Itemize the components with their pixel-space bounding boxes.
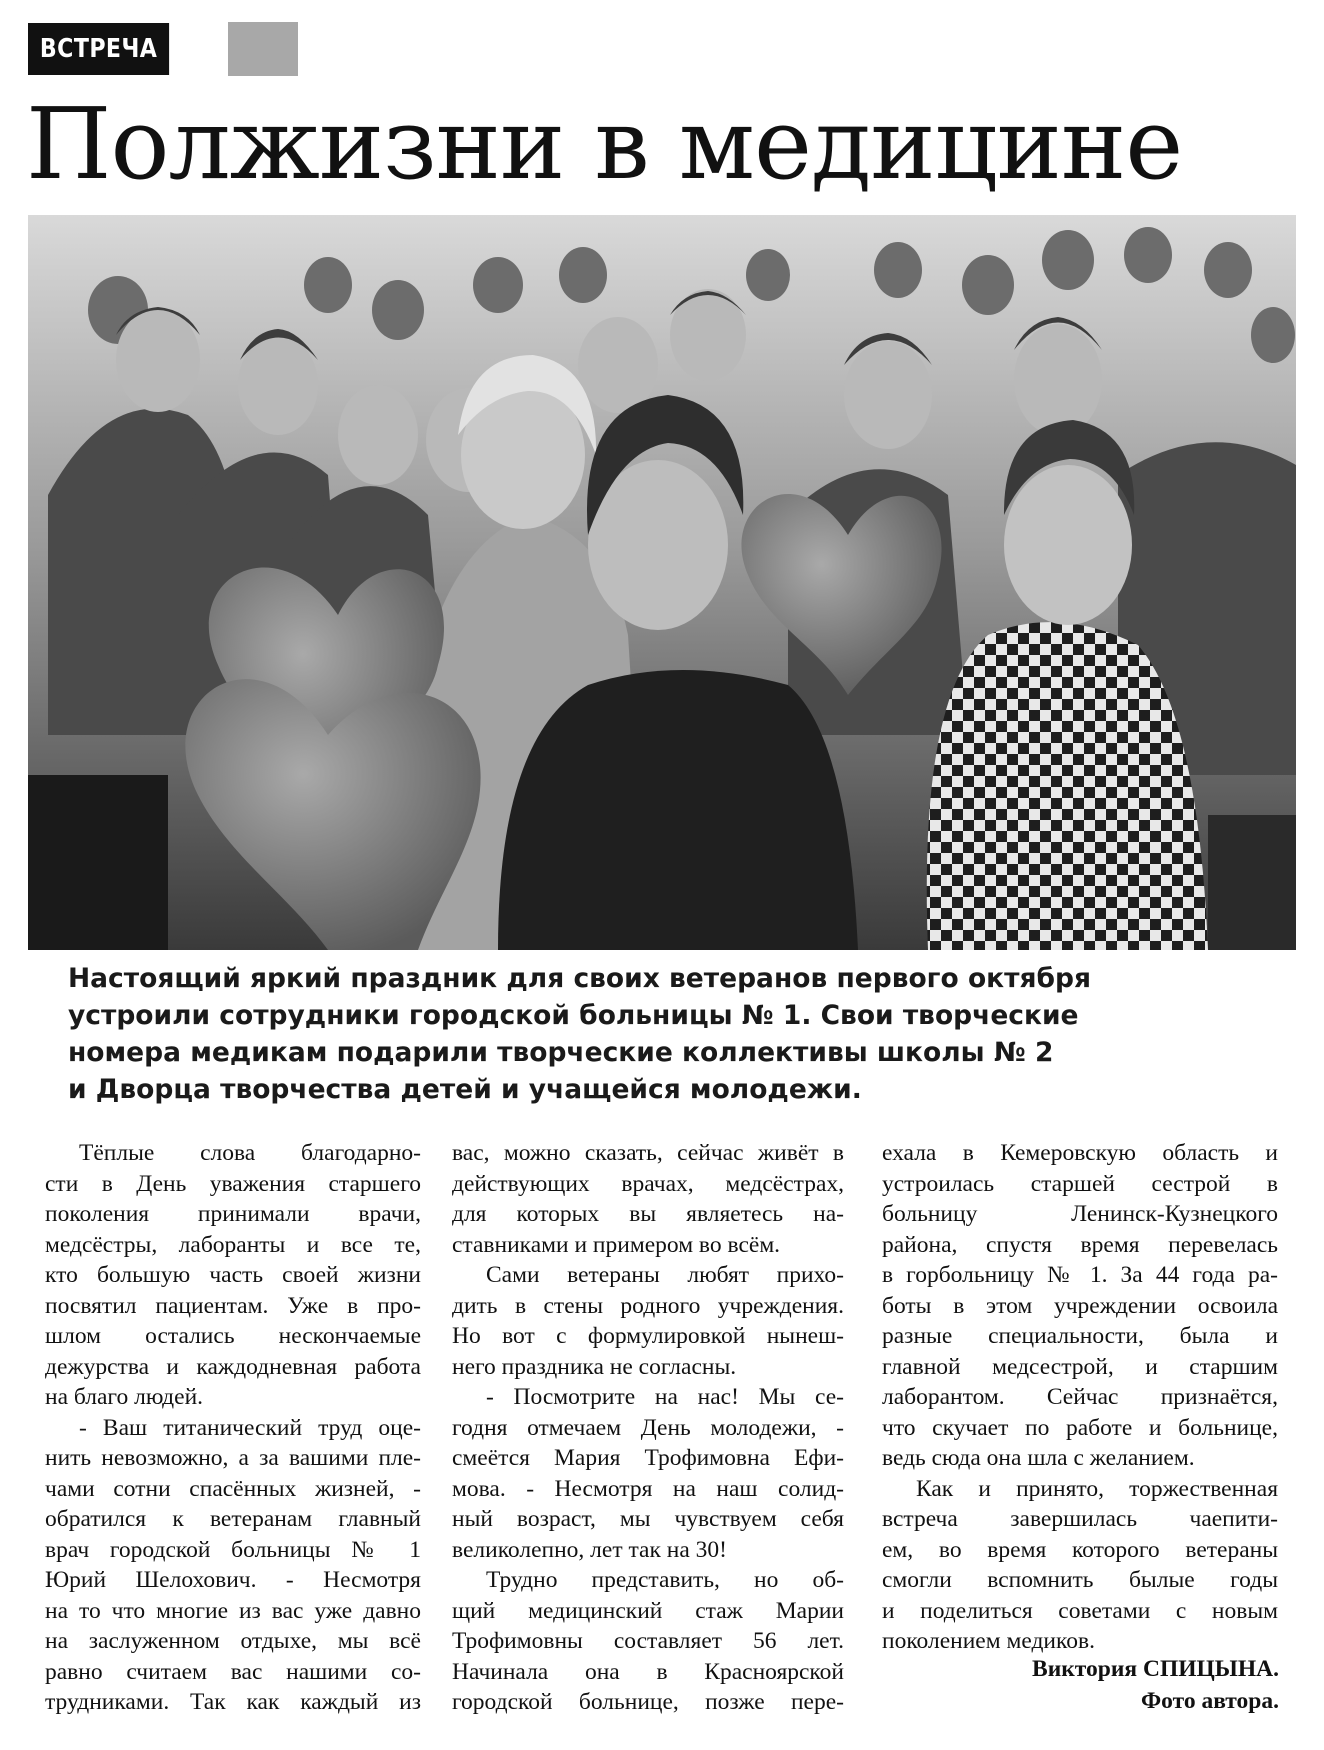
rubric-decoration [228, 22, 298, 76]
byline-photo-credit: Фото автора. [1140, 1688, 1279, 1714]
text-line: щий медицинский стаж Марии [452, 1597, 844, 1624]
rubric-label: ВСТРЕЧА [28, 23, 169, 75]
text-line: Юрий Шелохович. - Несмотря [45, 1567, 421, 1593]
text-line: для которых вы являетесь на- [452, 1201, 844, 1227]
text-line: поколением медиков. [882, 1628, 1095, 1654]
text-line: действующих врачах, медсёстрах, [452, 1170, 844, 1197]
lede-line: и Дворца творчества детей и учащейся молодежи. [68, 1074, 862, 1105]
lede-line: устроили сотрудники городской больницы № 1. Свои творческие [68, 1000, 1079, 1031]
text-line: Но вот с формулировкой нынеш- [452, 1323, 844, 1349]
text-line: шлом остались нескончаемые [45, 1323, 421, 1349]
lede-line: Настоящий яркий праздник для своих ветеранов первого октября [68, 963, 1092, 994]
article-photo [28, 215, 1296, 950]
text-line: Трудно представить, но об- [486, 1567, 844, 1593]
text-line: кто большую часть своей жизни [45, 1262, 421, 1288]
text-line: Трофимовны составляет 56 лет. [452, 1628, 844, 1654]
article-headline: Полжизни в медицине [26, 88, 1183, 202]
text-line: ставниками и примером во всём. [452, 1231, 781, 1258]
article-lede [68, 960, 1268, 1108]
text-line: Тёплые слова благодарно- [79, 1140, 421, 1166]
text-line: устроилась старшей сестрой в [882, 1170, 1278, 1197]
text-line: на то что многие из вас уже давно [45, 1597, 421, 1624]
lede-line: номера медикам подарили творческие коллективы школы № 2 [68, 1037, 1054, 1068]
text-line: дежурства и каждодневная работа [45, 1353, 421, 1380]
text-line: на благо людей. [45, 1384, 204, 1410]
byline-author: Виктория СПИЦЫНА. [1032, 1656, 1279, 1682]
article-column-2 [452, 1138, 844, 1718]
text-line: Начинала она в Красноярской [452, 1658, 844, 1685]
text-line: сти в День уважения старшего [45, 1170, 421, 1197]
text-line: ем, во время которого ветераны [882, 1536, 1278, 1563]
text-line: ведь сюда она шла с желанием. [882, 1445, 1195, 1471]
text-line: встреча завершилась чаепити- [882, 1506, 1278, 1532]
text-line: дить в стены родного учреждения. [452, 1292, 844, 1319]
text-line: вас, можно сказать, сейчас живёт в [452, 1140, 844, 1166]
article-column-1 [45, 1138, 421, 1718]
text-line: врач городской больницы № 1 [45, 1536, 421, 1563]
text-line: - Посмотрите на нас! Мы се- [486, 1384, 844, 1410]
text-line: смогли вспомнить былые годы [882, 1567, 1278, 1593]
text-line: чами сотни спасённых жизней, - [45, 1475, 421, 1502]
text-line: Как и принято, торжественная [916, 1475, 1278, 1502]
text-line: годня отмечаем День молодежи, - [452, 1414, 844, 1441]
text-line: и поделиться советами с новым [882, 1597, 1278, 1624]
text-line: городской больнице, позже пере- [452, 1689, 844, 1715]
text-line: на заслуженном отдыхе, мы всё [45, 1628, 421, 1654]
text-line: лаборантом. Сейчас признаётся, [882, 1384, 1278, 1410]
text-line: района, спустя время перевелась [882, 1231, 1278, 1258]
text-line: посвятил пациентам. Уже в про- [45, 1292, 421, 1319]
text-line: ехала в Кемеровскую область и [882, 1140, 1278, 1166]
text-line: смеётся Мария Трофимовна Ефи- [452, 1445, 844, 1471]
text-line: поколения принимали врачи, [45, 1201, 421, 1227]
text-line: великолепно, лет так на 30! [452, 1536, 727, 1563]
rubric-tag [28, 22, 194, 76]
text-line: главной медсестрой, и старшим [882, 1353, 1278, 1380]
text-line: мова. - Несмотря на наш солид- [452, 1475, 844, 1502]
text-line: ный возраст, мы чувствуем себя [452, 1506, 844, 1532]
text-line: равно считаем вас нашими со- [45, 1658, 421, 1685]
text-line: медсёстры, лаборанты и все те, [45, 1231, 421, 1258]
text-line: обратился к ветеранам главный [45, 1506, 421, 1532]
text-line: нить невозможно, а за вашими пле- [45, 1445, 421, 1471]
text-line: в горбольницу № 1. За 44 года ра- [882, 1262, 1278, 1288]
text-line: что скучает по работе и больнице, [882, 1414, 1278, 1441]
text-line: больницу Ленинск-Кузнецкого [882, 1201, 1278, 1227]
text-line: - Ваш титанический труд оце- [79, 1414, 421, 1441]
text-line: трудниками. Так как каждый из [45, 1689, 421, 1715]
article-column-3 [882, 1138, 1278, 1657]
text-line: Сами ветераны любят прихо- [486, 1262, 844, 1288]
text-line: него праздника не согласны. [452, 1353, 737, 1380]
text-line: разные специальности, была и [882, 1323, 1278, 1349]
text-line: боты в этом учреждении освоила [882, 1292, 1278, 1319]
